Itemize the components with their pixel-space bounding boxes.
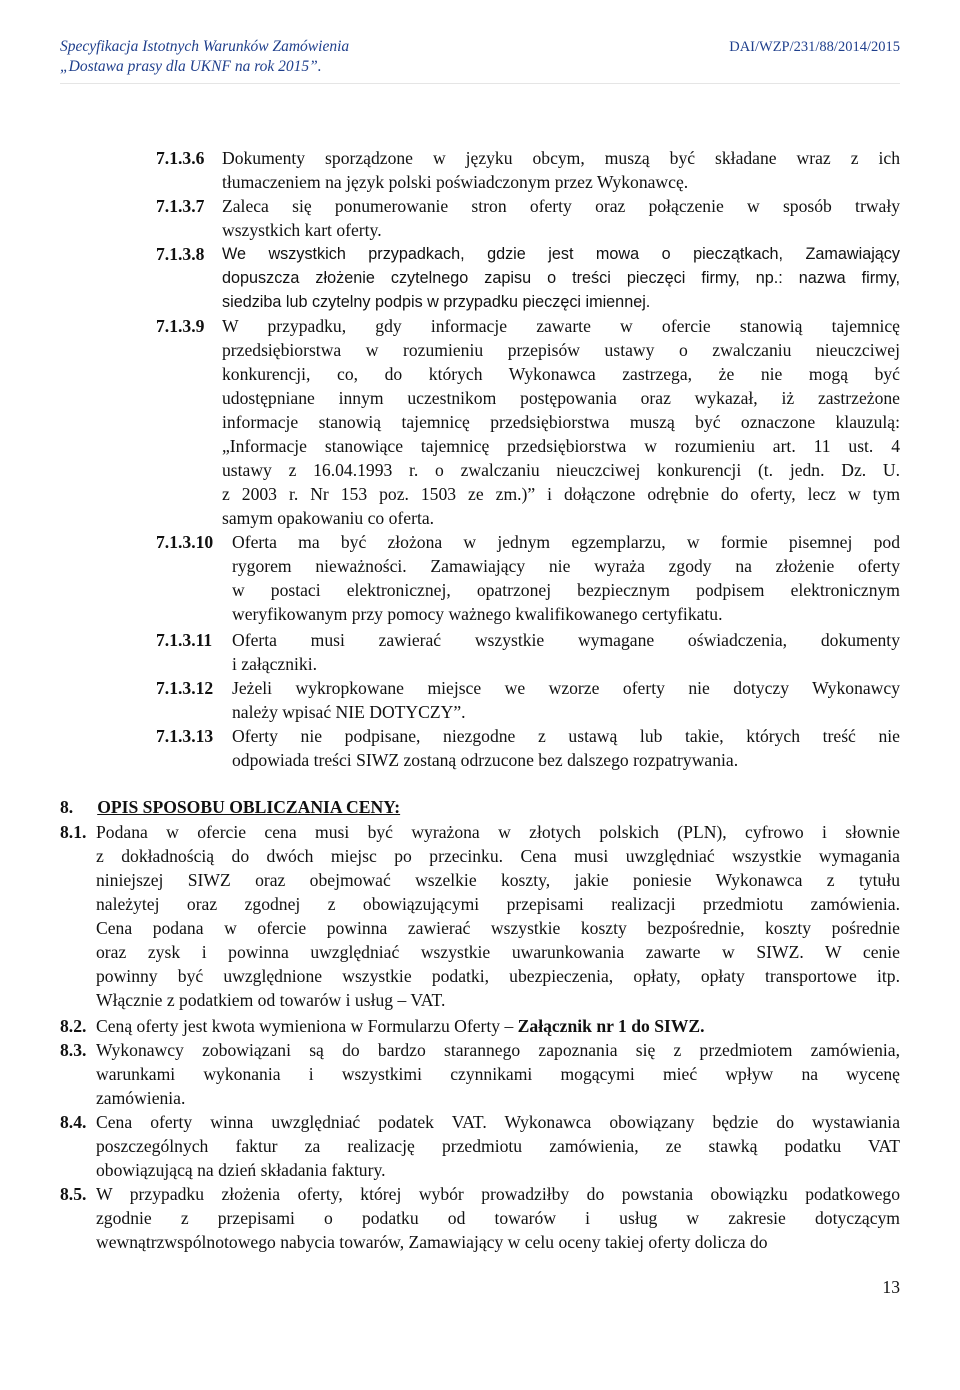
clause-item-line: Oferta musi zawierać wszystkie wymagane oświadczenia, dokumenty — [232, 630, 900, 650]
clause-item-number: 7.1.3.9 — [156, 316, 205, 336]
price-item-line: warunkami wykonania i wszystkimi czynnikami mogącymi mieć wpływ na wycenę — [96, 1064, 900, 1084]
section-number: 8. — [60, 797, 74, 817]
page-number: 13 — [882, 1277, 900, 1297]
clause-item-line: siedziba lub czytelny podpis w przypadku pieczęci imiennej. — [222, 293, 651, 311]
clause-item-number: 7.1.3.12 — [156, 678, 214, 698]
price-item-number: 8.3. — [60, 1040, 87, 1060]
header-divider — [60, 83, 900, 84]
price-item — [60, 1014, 900, 1038]
price-item-line: z dokładnością do dwóch miejsc po przecinku. Cena musi uwzględniać wszystkie wymagania — [96, 846, 900, 866]
price-item-line: oraz zysk i powinna uwzględniać wszystkie uwarunkowania zawarte w SIWZ. W cenie — [96, 942, 900, 962]
clause-item-number: 7.1.3.10 — [156, 532, 214, 552]
clause-item-text — [232, 676, 900, 724]
clause-item — [156, 314, 900, 530]
price-item-line: należytej oraz zgodnej z obowiązującymi przepisami realizacji przedmiotu zamówienia. — [96, 894, 900, 914]
clause-item — [156, 146, 900, 194]
price-definition-text: Ceną oferty jest kwota wymieniona w Formularzu Oferty – — [96, 1016, 518, 1036]
clause-item-text — [222, 242, 900, 314]
price-item-line: poszczególnych faktur za realizację przedmiotu zamówienia, ze stawką podatku VAT — [96, 1136, 900, 1156]
price-item-text — [96, 820, 900, 1012]
clause-item-text — [222, 194, 900, 242]
clause-item-line: W przypadku, gdy informacje zawarte w ofercie stanowią tajemnicę — [222, 316, 900, 336]
price-item-text — [96, 1182, 900, 1254]
clause-item — [156, 628, 900, 676]
clause-item-line: dopuszcza złożenie czytelnego zapisu o treści pieczęci firmy, np.: nazwa firmy, — [222, 269, 900, 287]
price-item-number: 8.1. — [60, 822, 87, 842]
price-item-line: Podana w ofercie cena musi być wyrażona w złotych polskich (PLN), cyfrowo i słownie — [96, 822, 900, 842]
clause-item-line: Dokumenty sporządzone w języku obcym, muszą być składane wraz z ich — [222, 148, 900, 168]
price-item-line: wewnątrzwspólnotowego nabycia towarów, Zamawiający w celu oceny takiej oferty dolicza do — [96, 1232, 768, 1252]
clause-item-line: w postaci elektronicznej, opatrzonej bezpiecznym podpisem elektronicznym — [232, 580, 900, 600]
header-contract-name: „Dostawa prasy dla UKNF na rok 2015”. — [60, 58, 322, 75]
clause-item-line: przedsiębiorstwa w rozumieniu przepisów ustawy o zwalczaniu nieuczciwej — [222, 340, 900, 360]
price-item-number: 8.2. — [60, 1016, 87, 1036]
price-item-line: obowiązującą na dzień składania faktury. — [96, 1160, 386, 1180]
clause-item — [156, 242, 900, 314]
clause-item-line: odpowiada treści SIWZ zostaną odrzucone bez dalszego rozpatrywania. — [232, 750, 739, 770]
price-item — [60, 1182, 900, 1254]
clause-item-text — [232, 530, 900, 626]
clause-item-text — [222, 314, 900, 530]
price-item-line: Cena podana w ofercie powinna zawierać wszystkie koszty bezpośrednie, koszty pośrednie — [96, 918, 900, 938]
clause-item-line: informacje stanowią tajemnicę przedsiębiorstwa muszą być oznaczone klauzulą: — [222, 412, 900, 432]
price-item-number: 8.4. — [60, 1112, 87, 1132]
price-item — [60, 820, 900, 1012]
price-item-line: zgodnie z przepisami o podatku od towarów i usług w zakresie dotyczącym — [96, 1208, 900, 1228]
clause-item — [156, 194, 900, 242]
price-item-line: Włącznie z podatkiem od towarów i usług – VAT. — [96, 990, 446, 1010]
clause-item-line: rygorem nieważności. Zamawiający nie wyraża zgody na złożenie oferty — [232, 556, 900, 576]
clause-item-line: weryfikowanym przy pomocy ważnego kwalifikowanego certyfikatu. — [232, 604, 723, 624]
clause-item — [156, 724, 900, 772]
price-item-number: 8.5. — [60, 1184, 87, 1204]
header-document-title: Specyfikacja Istotnych Warunków Zamówienia — [60, 38, 350, 55]
clause-item-number: 7.1.3.7 — [156, 196, 205, 216]
price-item-line: W przypadku złożenia oferty, której wybór prowadziłby do powstania obowiązku podatkowego — [96, 1184, 900, 1204]
clause-item-line: udostępniane innym uczestnikom postępowania oraz wykazał, iż zastrzeżone — [222, 388, 900, 408]
price-item-text — [96, 1038, 900, 1110]
clause-item-line: należy wpisać NIE DOTYCZY”. — [232, 702, 466, 722]
clause-item — [156, 530, 900, 626]
clause-item — [156, 676, 900, 724]
section-title: OPIS SPOSOBU OBLICZANIA CENY: — [97, 797, 401, 817]
header-reference-number: DAI/WZP/231/88/2014/2015 — [729, 39, 900, 55]
clause-item-line: tłumaczeniem na język polski poświadczonym przez Wykonawcę. — [222, 172, 689, 192]
price-item-text — [96, 1110, 900, 1182]
clause-item-line: i załączniki. — [232, 654, 317, 674]
price-item — [60, 1038, 900, 1110]
clause-item-text — [232, 724, 900, 772]
clause-item-number: 7.1.3.13 — [156, 726, 214, 746]
clause-item-line: ustawy z 16.04.1993 r. o zwalczaniu nieuczciwej konkurencji (t. jedn. Dz. U. — [222, 460, 900, 480]
price-item-line — [96, 1014, 900, 1038]
clause-item-text — [222, 146, 900, 194]
clause-item-number: 7.1.3.8 — [156, 244, 205, 264]
document-header-left — [60, 37, 349, 77]
section-heading — [60, 795, 400, 819]
price-item-text — [96, 1014, 900, 1038]
clause-item-line: konkurencji, co, do których Wykonawca zastrzega, że nie mogą być — [222, 364, 900, 384]
price-item-line: Wykonawcy zobowiązani są do bardzo starannego zapoznania się z przedmiotem zamówienia, — [96, 1040, 900, 1060]
clause-item-text — [232, 628, 900, 676]
price-item-line: Cena oferty winna uwzględniać podatek VAT. Wykonawca obowiązany będzie do wystawiania — [96, 1112, 900, 1132]
clause-item-number: 7.1.3.11 — [156, 630, 213, 650]
clause-item-line: samym opakowaniu co oferta. — [222, 508, 435, 528]
clause-item-number: 7.1.3.6 — [156, 148, 205, 168]
clause-item-line: z 2003 r. Nr 153 poz. 1503 ze zm.)” i dołączone odrębnie do oferty, lecz w tym — [222, 484, 900, 504]
clause-item-line: Oferta ma być złożona w jednym egzemplarzu, w formie pisemnej pod — [232, 532, 900, 552]
attachment-reference: Załącznik nr 1 do SIWZ. — [517, 1016, 705, 1036]
clause-item-line: wszystkich kart oferty. — [222, 220, 382, 240]
clause-item-line: „Informacje stanowiące tajemnicę przedsiębiorstwa w rozumieniu art. 11 ust. 4 — [222, 436, 900, 456]
clause-item-line: Zaleca się ponumerowanie stron oferty oraz połączenie w sposób trwały — [222, 196, 900, 216]
price-item-line: niniejszej SIWZ oraz obejmować wszelkie koszty, jakie poniesie Wykonawca z tytułu — [96, 870, 900, 890]
price-item-line: powinny być uwzględnione wszystkie podatki, ubezpieczenia, opłaty, opłaty transportowe itp. — [96, 966, 900, 986]
clause-item-line: Oferty nie podpisane, niezgodne z ustawą lub takie, których treść nie — [232, 726, 900, 746]
price-item — [60, 1110, 900, 1182]
clause-item-line: Jeżeli wykropkowane miejsce we wzorze oferty nie dotyczy Wykonawcy — [232, 678, 900, 698]
clause-item-line: We wszystkich przypadkach, gdzie jest mowa o pieczątkach, Zamawiający — [222, 245, 900, 263]
price-item-line: zamówienia. — [96, 1088, 186, 1108]
